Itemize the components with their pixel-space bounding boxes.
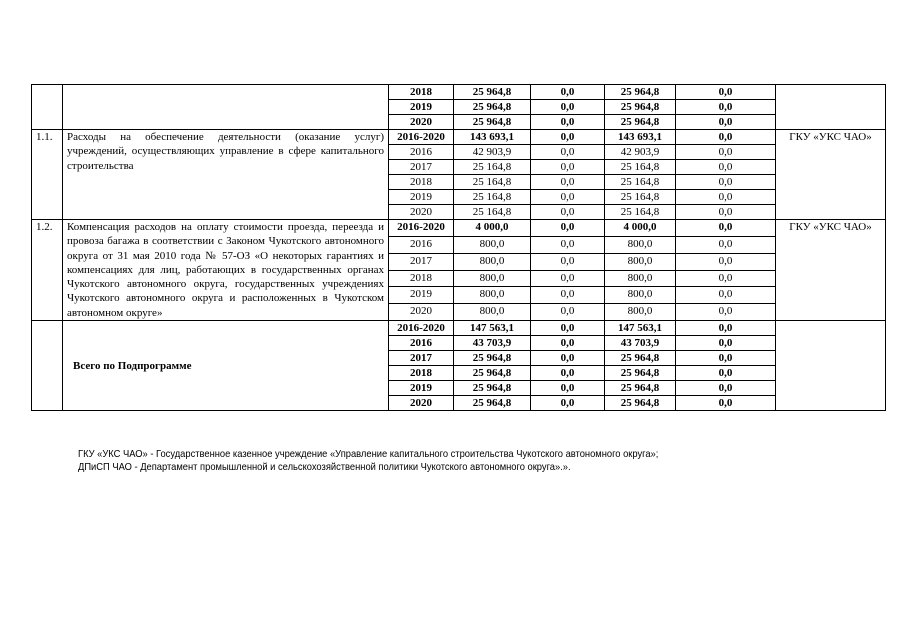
section-executor: ГКУ «УКС ЧАО» [776, 220, 886, 321]
district-amount-cell: 147 563,1 [605, 321, 676, 336]
district-amount-cell: 143 693,1 [605, 130, 676, 145]
federal-amount-cell: 0,0 [531, 253, 605, 270]
executor-cell [776, 85, 886, 130]
index-cell [32, 85, 63, 130]
other-amount-cell: 0,0 [676, 336, 776, 351]
other-amount-cell: 0,0 [676, 381, 776, 396]
other-amount-cell: 0,0 [676, 100, 776, 115]
federal-amount-cell: 0,0 [531, 321, 605, 336]
federal-amount-cell: 0,0 [531, 304, 605, 321]
district-amount-cell: 25 964,8 [605, 381, 676, 396]
year-cell: 2020 [389, 396, 454, 411]
total-amount-cell: 4 000,0 [454, 220, 531, 237]
federal-amount-cell: 0,0 [531, 270, 605, 287]
other-amount-cell: 0,0 [676, 85, 776, 100]
federal-amount-cell: 0,0 [531, 336, 605, 351]
federal-amount-cell: 0,0 [531, 175, 605, 190]
other-amount-cell: 0,0 [676, 130, 776, 145]
district-amount-cell: 800,0 [605, 287, 676, 304]
total-amount-cell: 800,0 [454, 304, 531, 321]
total-amount-cell: 25 964,8 [454, 366, 531, 381]
year-cell: 2018 [389, 366, 454, 381]
year-cell: 2016 [389, 145, 454, 160]
district-amount-cell: 43 703,9 [605, 336, 676, 351]
total-amount-cell: 800,0 [454, 253, 531, 270]
table-row [32, 85, 886, 100]
total-amount-cell: 25 164,8 [454, 175, 531, 190]
total-amount-cell: 143 693,1 [454, 130, 531, 145]
district-amount-cell: 25 964,8 [605, 366, 676, 381]
federal-amount-cell: 0,0 [531, 381, 605, 396]
section-index: 1.1. [32, 130, 63, 220]
federal-amount-cell: 0,0 [531, 351, 605, 366]
year-cell: 2016 [389, 336, 454, 351]
year-cell: 2020 [389, 115, 454, 130]
year-cell: 2016-2020 [389, 130, 454, 145]
total-amount-cell: 25 164,8 [454, 205, 531, 220]
budget-table [31, 84, 886, 411]
other-amount-cell: 0,0 [676, 366, 776, 381]
total-amount-cell: 25 964,8 [454, 351, 531, 366]
table-row [32, 130, 886, 145]
other-amount-cell: 0,0 [676, 270, 776, 287]
federal-amount-cell: 0,0 [531, 85, 605, 100]
federal-amount-cell: 0,0 [531, 287, 605, 304]
section-description: Расходы на обеспечение деятельности (оказание услуг) учреждений, осуществляющих управление в сфере капитального строительства [63, 130, 389, 220]
total-amount-cell: 42 903,9 [454, 145, 531, 160]
district-amount-cell: 800,0 [605, 236, 676, 253]
footnote-dpisp: ДПиСП ЧАО - Департамент промышленной и сельскохозяйственной политики Чукотского автономного округа».». [78, 462, 571, 473]
other-amount-cell: 0,0 [676, 160, 776, 175]
year-cell: 2019 [389, 190, 454, 205]
year-cell: 2016-2020 [389, 220, 454, 237]
federal-amount-cell: 0,0 [531, 236, 605, 253]
table-row [32, 220, 886, 237]
other-amount-cell: 0,0 [676, 175, 776, 190]
federal-amount-cell: 0,0 [531, 220, 605, 237]
year-cell: 2018 [389, 270, 454, 287]
footnotes [78, 448, 658, 474]
district-amount-cell: 25 164,8 [605, 175, 676, 190]
year-cell: 2019 [389, 287, 454, 304]
federal-amount-cell: 0,0 [531, 145, 605, 160]
district-amount-cell: 25 964,8 [605, 396, 676, 411]
district-amount-cell: 800,0 [605, 253, 676, 270]
section-executor: ГКУ «УКС ЧАО» [776, 130, 886, 220]
district-amount-cell: 25 964,8 [605, 115, 676, 130]
year-cell: 2018 [389, 175, 454, 190]
federal-amount-cell: 0,0 [531, 115, 605, 130]
section-description: Компенсация расходов на оплату стоимости проезда, переезда и провоза багажа в соответствии с Законом Чукотского автономного округа от 31 мая 2010 года № 57-ОЗ «О некоторых гарантиях и компенсациях для лиц, работающих в государственных органах Чукотского автономного округа, государственных учреждениях Чукотского автономного округа и расположенных в Чукотском автономном округе» [63, 220, 389, 321]
other-amount-cell: 0,0 [676, 304, 776, 321]
district-amount-cell: 25 964,8 [605, 100, 676, 115]
other-amount-cell: 0,0 [676, 253, 776, 270]
total-amount-cell: 43 703,9 [454, 336, 531, 351]
district-amount-cell: 4 000,0 [605, 220, 676, 237]
federal-amount-cell: 0,0 [531, 366, 605, 381]
total-amount-cell: 25 964,8 [454, 85, 531, 100]
year-cell: 2016 [389, 236, 454, 253]
total-amount-cell: 25 964,8 [454, 115, 531, 130]
district-amount-cell: 25 964,8 [605, 85, 676, 100]
total-label: Всего по Подпрограмме [63, 321, 389, 411]
total-amount-cell: 147 563,1 [454, 321, 531, 336]
other-amount-cell: 0,0 [676, 236, 776, 253]
other-amount-cell: 0,0 [676, 321, 776, 336]
district-amount-cell: 25 964,8 [605, 351, 676, 366]
year-cell: 2017 [389, 351, 454, 366]
year-cell: 2018 [389, 85, 454, 100]
year-cell: 2020 [389, 205, 454, 220]
district-amount-cell: 25 164,8 [605, 160, 676, 175]
other-amount-cell: 0,0 [676, 351, 776, 366]
total-amount-cell: 25 164,8 [454, 190, 531, 205]
other-amount-cell: 0,0 [676, 396, 776, 411]
total-amount-cell: 25 964,8 [454, 381, 531, 396]
federal-amount-cell: 0,0 [531, 190, 605, 205]
federal-amount-cell: 0,0 [531, 160, 605, 175]
footnote-uks: ГКУ «УКС ЧАО» - Государственное казенное учреждение «Управление капитального строительства Чукотского автономного округа»; [78, 449, 659, 460]
total-amount-cell: 800,0 [454, 270, 531, 287]
federal-amount-cell: 0,0 [531, 396, 605, 411]
total-amount-cell: 800,0 [454, 287, 531, 304]
total-amount-cell: 800,0 [454, 236, 531, 253]
federal-amount-cell: 0,0 [531, 130, 605, 145]
year-cell: 2017 [389, 253, 454, 270]
total-amount-cell: 25 164,8 [454, 160, 531, 175]
total-row [32, 321, 886, 336]
other-amount-cell: 0,0 [676, 115, 776, 130]
other-amount-cell: 0,0 [676, 190, 776, 205]
other-amount-cell: 0,0 [676, 287, 776, 304]
federal-amount-cell: 0,0 [531, 100, 605, 115]
district-amount-cell: 25 164,8 [605, 190, 676, 205]
year-cell: 2017 [389, 160, 454, 175]
other-amount-cell: 0,0 [676, 205, 776, 220]
other-amount-cell: 0,0 [676, 145, 776, 160]
federal-amount-cell: 0,0 [531, 205, 605, 220]
district-amount-cell: 42 903,9 [605, 145, 676, 160]
district-amount-cell: 25 164,8 [605, 205, 676, 220]
district-amount-cell: 800,0 [605, 270, 676, 287]
year-cell: 2019 [389, 381, 454, 396]
index-cell [32, 321, 63, 411]
year-cell: 2016-2020 [389, 321, 454, 336]
district-amount-cell: 800,0 [605, 304, 676, 321]
total-amount-cell: 25 964,8 [454, 100, 531, 115]
year-cell: 2019 [389, 100, 454, 115]
description-cell [63, 85, 389, 130]
total-amount-cell: 25 964,8 [454, 396, 531, 411]
executor-cell [776, 321, 886, 411]
table-body [32, 85, 886, 411]
other-amount-cell: 0,0 [676, 220, 776, 237]
year-cell: 2020 [389, 304, 454, 321]
section-index: 1.2. [32, 220, 63, 321]
